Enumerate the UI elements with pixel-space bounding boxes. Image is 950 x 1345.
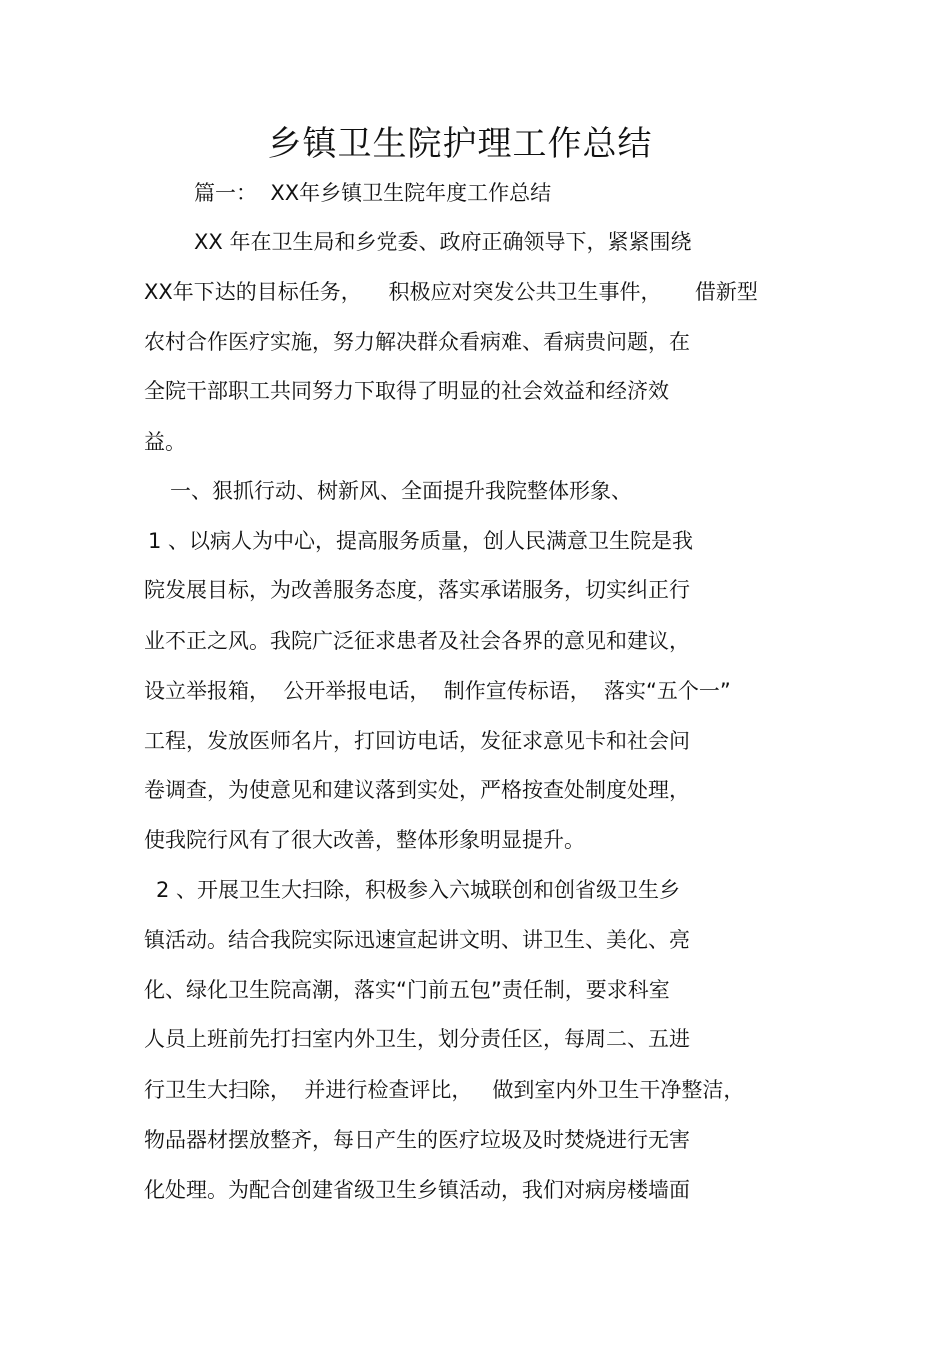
text-line: 农村合作医疗实施，努力解决群众看病难、看病贵问题，在 [144, 330, 690, 354]
document-title: 乡镇卫生院护理工作总结 [267, 124, 653, 164]
text-line: XX年下达的目标任务， 积极应对突发公共卫生事件， 借新型 [144, 280, 758, 304]
text-line: 化、绿化卫生院高潮，落实“门前五包”责任制，要求科室 [144, 978, 670, 1002]
section-heading: 篇一： XX年乡镇卫生院年度工作总结 [194, 181, 552, 205]
text-line: 化处理。为配合创建省级卫生乡镇活动，我们对病房楼墙面 [144, 1178, 690, 1202]
text-line: 益。 [144, 430, 186, 454]
text-line: 2 、开展卫生大扫除，积极参入六城联创和创省级卫生乡 [156, 878, 681, 902]
text-line: 业不正之风。我院广泛征求患者及社会各界的意见和建议， [144, 629, 690, 653]
text-line: 全院干部职工共同努力下取得了明显的社会效益和经济效 [144, 379, 669, 403]
text-line: 物品器材摆放整齐，每日产生的医疗垃圾及时焚烧进行无害 [144, 1128, 690, 1152]
text-line: 人员上班前先打扫室内外卫生，划分责任区，每周二、五进 [144, 1027, 690, 1051]
text-line: 院发展目标，为改善服务态度，落实承诺服务，切实纠正行 [144, 578, 690, 602]
text-line: 使我院行风有了很大改善，整体形象明显提升。 [144, 828, 585, 852]
text-line: 行卫生大扫除， 并进行检查评比， 做到室内外卫生干净整洁， [144, 1078, 745, 1102]
text-line: 镇活动。结合我院实际迅速宣起讲文明、讲卫生、美化、亮 [144, 928, 690, 952]
text-line: 工程，发放医师名片，打回访电话，发征求意见卡和社会问 [144, 729, 690, 753]
text-line: 设立举报箱， 公开举报电话， 制作宣传标语， 落实“五个一” [144, 679, 731, 703]
text-line: 1 、以病人为中心，提高服务质量，创人民满意卫生院是我 [148, 529, 694, 553]
text-line: XX 年在卫生局和乡党委、政府正确领导下，紧紧围绕 [194, 230, 692, 254]
text-line: 卷调查，为使意见和建议落到实处，严格按查处制度处理， [144, 778, 690, 802]
subsection-heading: 一、狠抓行动、树新风、全面提升我院整体形象、 [170, 479, 632, 503]
